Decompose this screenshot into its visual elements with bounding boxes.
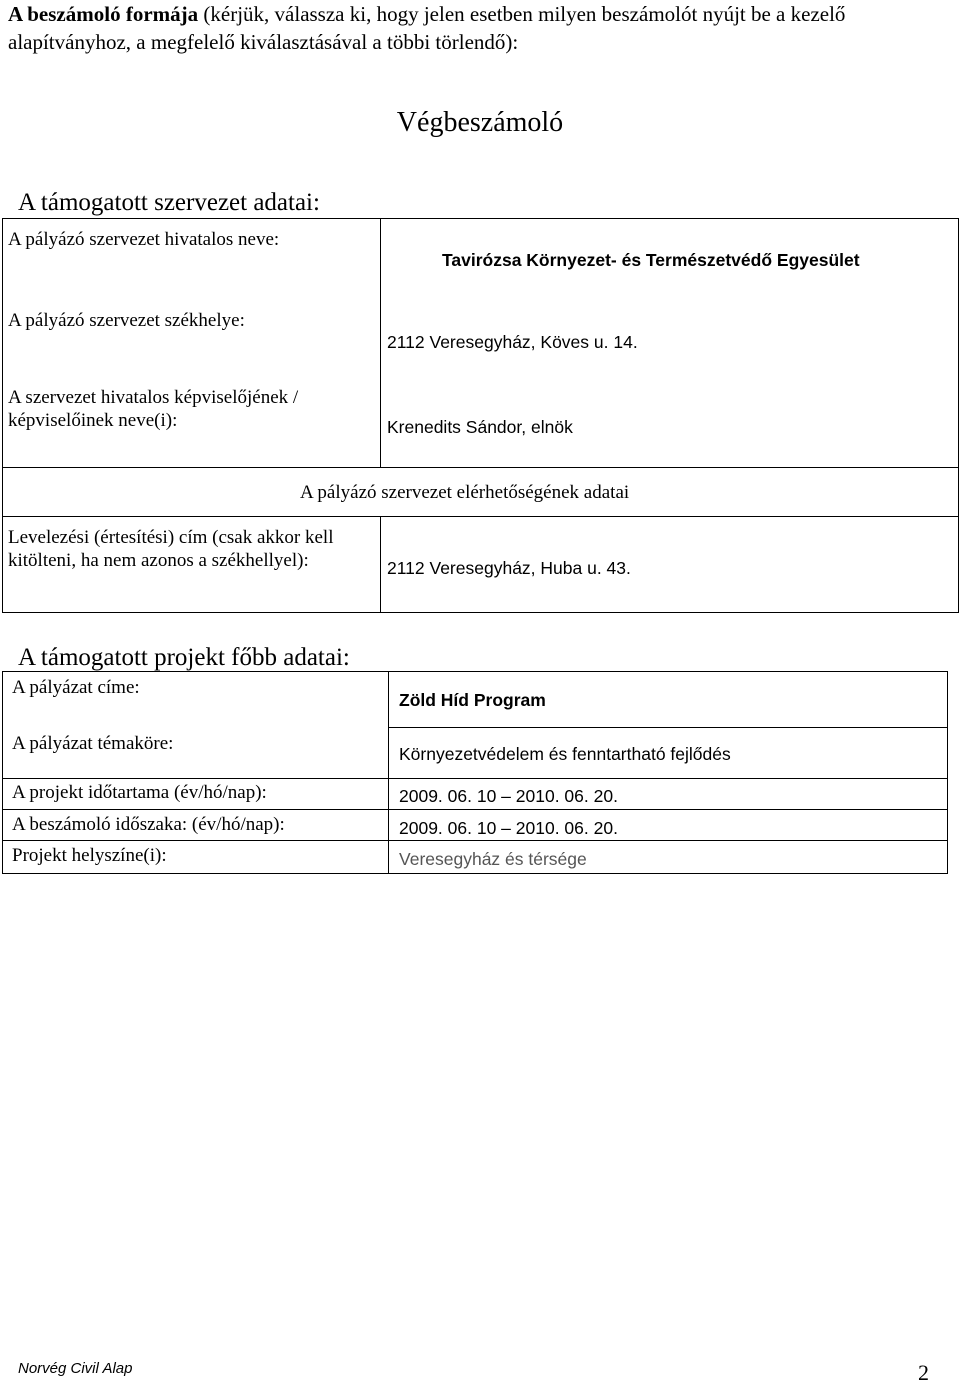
- intro-text: (kérjük, válassza ki, hogy jelen esetben milyen beszámolót nyújt be a kezelő alapítványhoz, a megfelelő kiválasztásával a többi törlendő):: [8, 2, 846, 54]
- org-name-value: Tavirózsa Környezet- és Természetvédő Egyesület: [442, 250, 860, 270]
- org-table-rule: [2, 467, 959, 468]
- project-table-rule: [2, 809, 948, 810]
- mail-label-line2: kitölteni, ha nem azonos a székhellyel):: [8, 550, 309, 571]
- project-topic-value: Környezetvédelem és fenntartható fejlődés: [399, 744, 731, 764]
- project-table-rule: [2, 778, 948, 779]
- project-table-divider: [388, 671, 389, 874]
- representative-label-line1: A szervezet hivatalos képviselőjének /: [8, 387, 299, 408]
- project-location-value: Veresegyház és térsége: [399, 849, 587, 869]
- intro-bold: A beszámoló formája: [8, 2, 199, 26]
- org-section-heading: A támogatott szervezet adatai:: [18, 189, 320, 216]
- project-table-rule: [2, 840, 948, 841]
- report-period-value: 2009. 06. 10 – 2010. 06. 20.: [399, 818, 618, 838]
- project-section-heading: A támogatott projekt főbb adatai:: [18, 644, 350, 671]
- project-topic-label: A pályázat témaköre:: [12, 733, 174, 754]
- page-number: 2: [918, 1360, 929, 1385]
- project-duration-value: 2009. 06. 10 – 2010. 06. 20.: [399, 786, 618, 806]
- project-duration-label: A projekt időtartama (év/hó/nap):: [12, 782, 267, 803]
- org-table-rule: [2, 516, 959, 517]
- org-seat-value: 2112 Veresegyház, Köves u. 14.: [387, 332, 638, 352]
- project-location-label: Projekt helyszíne(i):: [12, 845, 167, 866]
- org-table-divider: [380, 218, 381, 468]
- representative-value: Krenedits Sándor, elnök: [387, 417, 573, 437]
- org-table-divider: [380, 516, 381, 613]
- intro-paragraph: [8, 0, 948, 56]
- footer-org-name: Norvég Civil Alap: [18, 1360, 133, 1377]
- project-title-value: Zöld Híd Program: [399, 690, 546, 710]
- mail-value: 2112 Veresegyház, Huba u. 43.: [387, 558, 631, 578]
- representative-label-line2: képviselőinek neve(i):: [8, 410, 178, 431]
- project-table-rule: [388, 727, 948, 728]
- org-name-label: A pályázó szervezet hivatalos neve:: [8, 229, 280, 250]
- project-title-label: A pályázat címe:: [12, 677, 140, 698]
- report-period-label: A beszámoló időszaka: (év/hó/nap):: [12, 814, 285, 835]
- report-type: Végbeszámoló: [396, 107, 564, 138]
- org-seat-label: A pályázó szervezet székhelye:: [8, 310, 245, 331]
- mail-label-line1: Levelezési (értesítési) cím (csak akkor kell: [8, 527, 334, 548]
- contact-heading: A pályázó szervezet elérhetőségének adatai: [300, 482, 630, 503]
